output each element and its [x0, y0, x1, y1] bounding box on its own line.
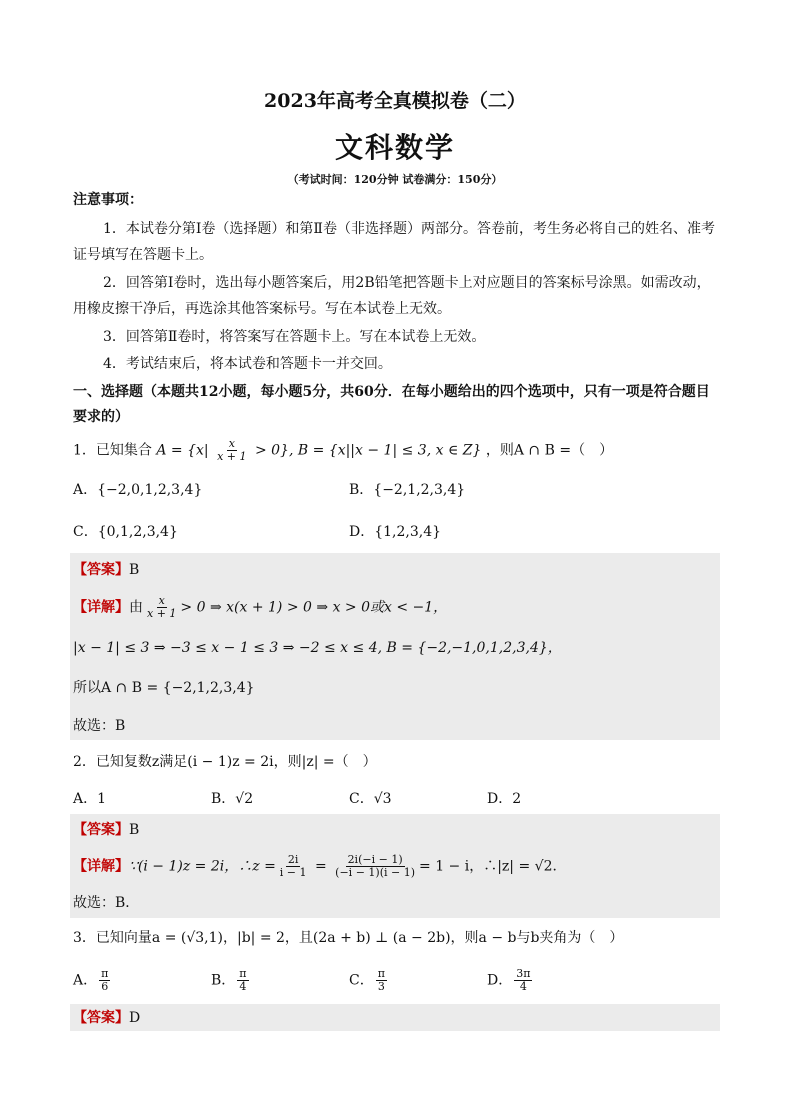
q2-solution-box — [70, 814, 720, 918]
q2-detail-pre: ∵(i − 1)z = 2i，∴z = — [129, 858, 276, 875]
q1-answer-value: B — [129, 562, 140, 578]
section-heading-line1: 一、选择题（本题共12小题，每小题5分，共60分．在每小题给出的四个选项中，只有一项是符合题目 — [73, 384, 710, 400]
q3-option-a-frac — [99, 968, 110, 993]
notice-item-1a: 1．本试卷分第Ⅰ卷（选择题）和第Ⅱ卷（非选择题）两部分。答卷前，考生务必将自己的姓名、准考 — [103, 221, 715, 237]
q3-option-c — [349, 968, 389, 993]
q3-answer-label: 【答案】 — [73, 1010, 129, 1026]
q3-option-b-frac — [237, 968, 248, 993]
q2-frac-2 — [333, 854, 417, 879]
q1-solution-box — [70, 553, 720, 740]
q3-c-den: 3 — [377, 980, 385, 993]
q1-frac-den: x + 1 — [217, 450, 247, 463]
q1-detail-line3: 所以A ∩ B = {−2,1,2,3,4} — [73, 680, 255, 696]
q2-frac-1 — [278, 854, 309, 879]
q3-option-b-label: B． — [211, 972, 236, 989]
notice-item-1b: 证号填写在答题卡上。 — [73, 247, 213, 263]
q1-option-b: B．{−2,1,2,3,4} — [349, 482, 466, 498]
q3-answer-value: D — [129, 1010, 141, 1026]
section-heading-line2: 要求的） — [73, 409, 129, 425]
notice-item-2b: 用橡皮擦干净后，再选涂其他答案标号。写在本试卷上无效。 — [73, 301, 451, 317]
q2-option-c: C．√3 — [349, 791, 392, 807]
q1-set-a-prefix: A = {x| — [156, 442, 209, 459]
notice-item-3: 3．回答第Ⅱ卷时，将答案写在答题卡上。写在本试卷上无效。 — [103, 329, 486, 345]
q2-frac2-num: 2i(−i − 1) — [347, 853, 403, 866]
q1-stem-start: 1．已知集合 — [73, 442, 152, 459]
q1-stem — [73, 438, 723, 463]
q1-detail-frac-den: x + 1 — [147, 607, 177, 620]
q2-frac1-den: i − 1 — [279, 866, 307, 879]
q3-option-b — [211, 968, 251, 993]
q1-detail1-post: > 0 ⇒ x(x + 1) > 0 ⇒ x > 0或x < −1， — [180, 599, 448, 616]
q3-a-num: π — [101, 967, 109, 980]
q2-frac2-den: (−i − 1)(i − 1) — [335, 866, 416, 879]
q2-option-d: D．2 — [487, 791, 522, 807]
q1-detail-fraction — [145, 595, 178, 620]
q2-frac1-num: 2i — [287, 853, 299, 866]
q3-option-d-frac — [514, 968, 532, 993]
q2-detail-post: = 1 − i，∴|z| = √2． — [419, 858, 567, 875]
q2-detail-label: 【详解】 — [73, 858, 129, 875]
q2-option-a: A．1 — [73, 791, 107, 807]
exam-meta: （考试时间：120分钟 试卷满分：150分） — [287, 173, 503, 186]
notice-heading: 注意事项： — [73, 192, 143, 208]
q3-d-den: 4 — [519, 980, 527, 993]
q2-answer-label: 【答案】 — [73, 822, 129, 838]
q3-option-c-frac — [376, 968, 387, 993]
q2-choice: 故选：B． — [73, 895, 140, 911]
q3-option-d — [487, 968, 534, 993]
q3-a-den: 6 — [101, 980, 109, 993]
notice-item-4: 4．考试结束后，将本试卷和答题卡一并交回。 — [103, 356, 392, 372]
q3-option-d-label: D． — [487, 972, 513, 989]
q1-detail1-pre: 由 — [129, 599, 143, 616]
q2-answer-value: B — [129, 822, 140, 838]
exam-title: 2023年高考全真模拟卷（二） — [264, 90, 526, 112]
q1-answer-label: 【答案】 — [73, 562, 129, 578]
q1-detail-frac-num: x — [158, 594, 165, 607]
subject-title: 文科数学 — [334, 131, 455, 164]
q1-stem-end: ，则A ∩ B =（ ） — [485, 442, 614, 459]
q3-option-c-label: C． — [349, 972, 374, 989]
notice-item-2a: 2．回答第Ⅰ卷时，选出每小题答案后，用2B铅笔把答题卡上对应题目的答案标号涂黑。如需改动， — [103, 275, 711, 291]
q2-detail: 【详解】∵(i − 1)z = 2i，∴z = $\frac{2i}{i - 1}$ = $\frac{2i(-i - 1)}{(-i - 1)(i - 1)}$ = 1 − i，∴|z| = √2． — [73, 853, 567, 879]
q1-option-a: A．{−2,0,1,2,3,4} — [73, 482, 203, 498]
q1-set-a-suffix: > 0}, B = {x||x − 1| ≤ 3, x ∈ Z} — [254, 442, 482, 459]
q3-c-num: π — [377, 967, 385, 980]
q3-solution-box — [70, 1004, 720, 1031]
q3-d-num: 3π — [516, 967, 531, 980]
q1-answer — [73, 560, 723, 580]
q3-option-a-label: A． — [73, 972, 98, 989]
q1-detail-line1 — [73, 595, 723, 620]
q1-detail-line2: |x − 1| ≤ 3 ⇒ −3 ≤ x − 1 ≤ 3 ⇒ −2 ≤ x ≤ 4, B = {−2,−1,0,1,2,3,4}， — [73, 640, 562, 656]
q2-stem: 2．已知复数z满足(i − 1)z = 2i，则|z| =（ ） — [73, 754, 377, 770]
q2-option-b: B．√2 — [211, 791, 254, 807]
q3-answer — [73, 1008, 723, 1028]
q1-fraction — [215, 438, 248, 463]
q1-option-c: C．{0,1,2,3,4} — [73, 524, 178, 540]
q1-choice: 故选：B — [73, 718, 126, 734]
q3-option-a — [73, 968, 112, 993]
q1-frac-num: x — [228, 437, 235, 450]
q1-detail-label: 【详解】 — [73, 599, 129, 616]
q3-b-den: 4 — [239, 980, 247, 993]
q3-stem: 3．已知向量a = (√3,1)，|b| = 2，且(2a + b) ⊥ (a − 2b)，则a − b与b夹角为（ ） — [73, 930, 624, 946]
q2-answer — [73, 820, 723, 840]
q3-b-num: π — [239, 967, 247, 980]
q1-option-d: D．{1,2,3,4} — [349, 524, 442, 540]
